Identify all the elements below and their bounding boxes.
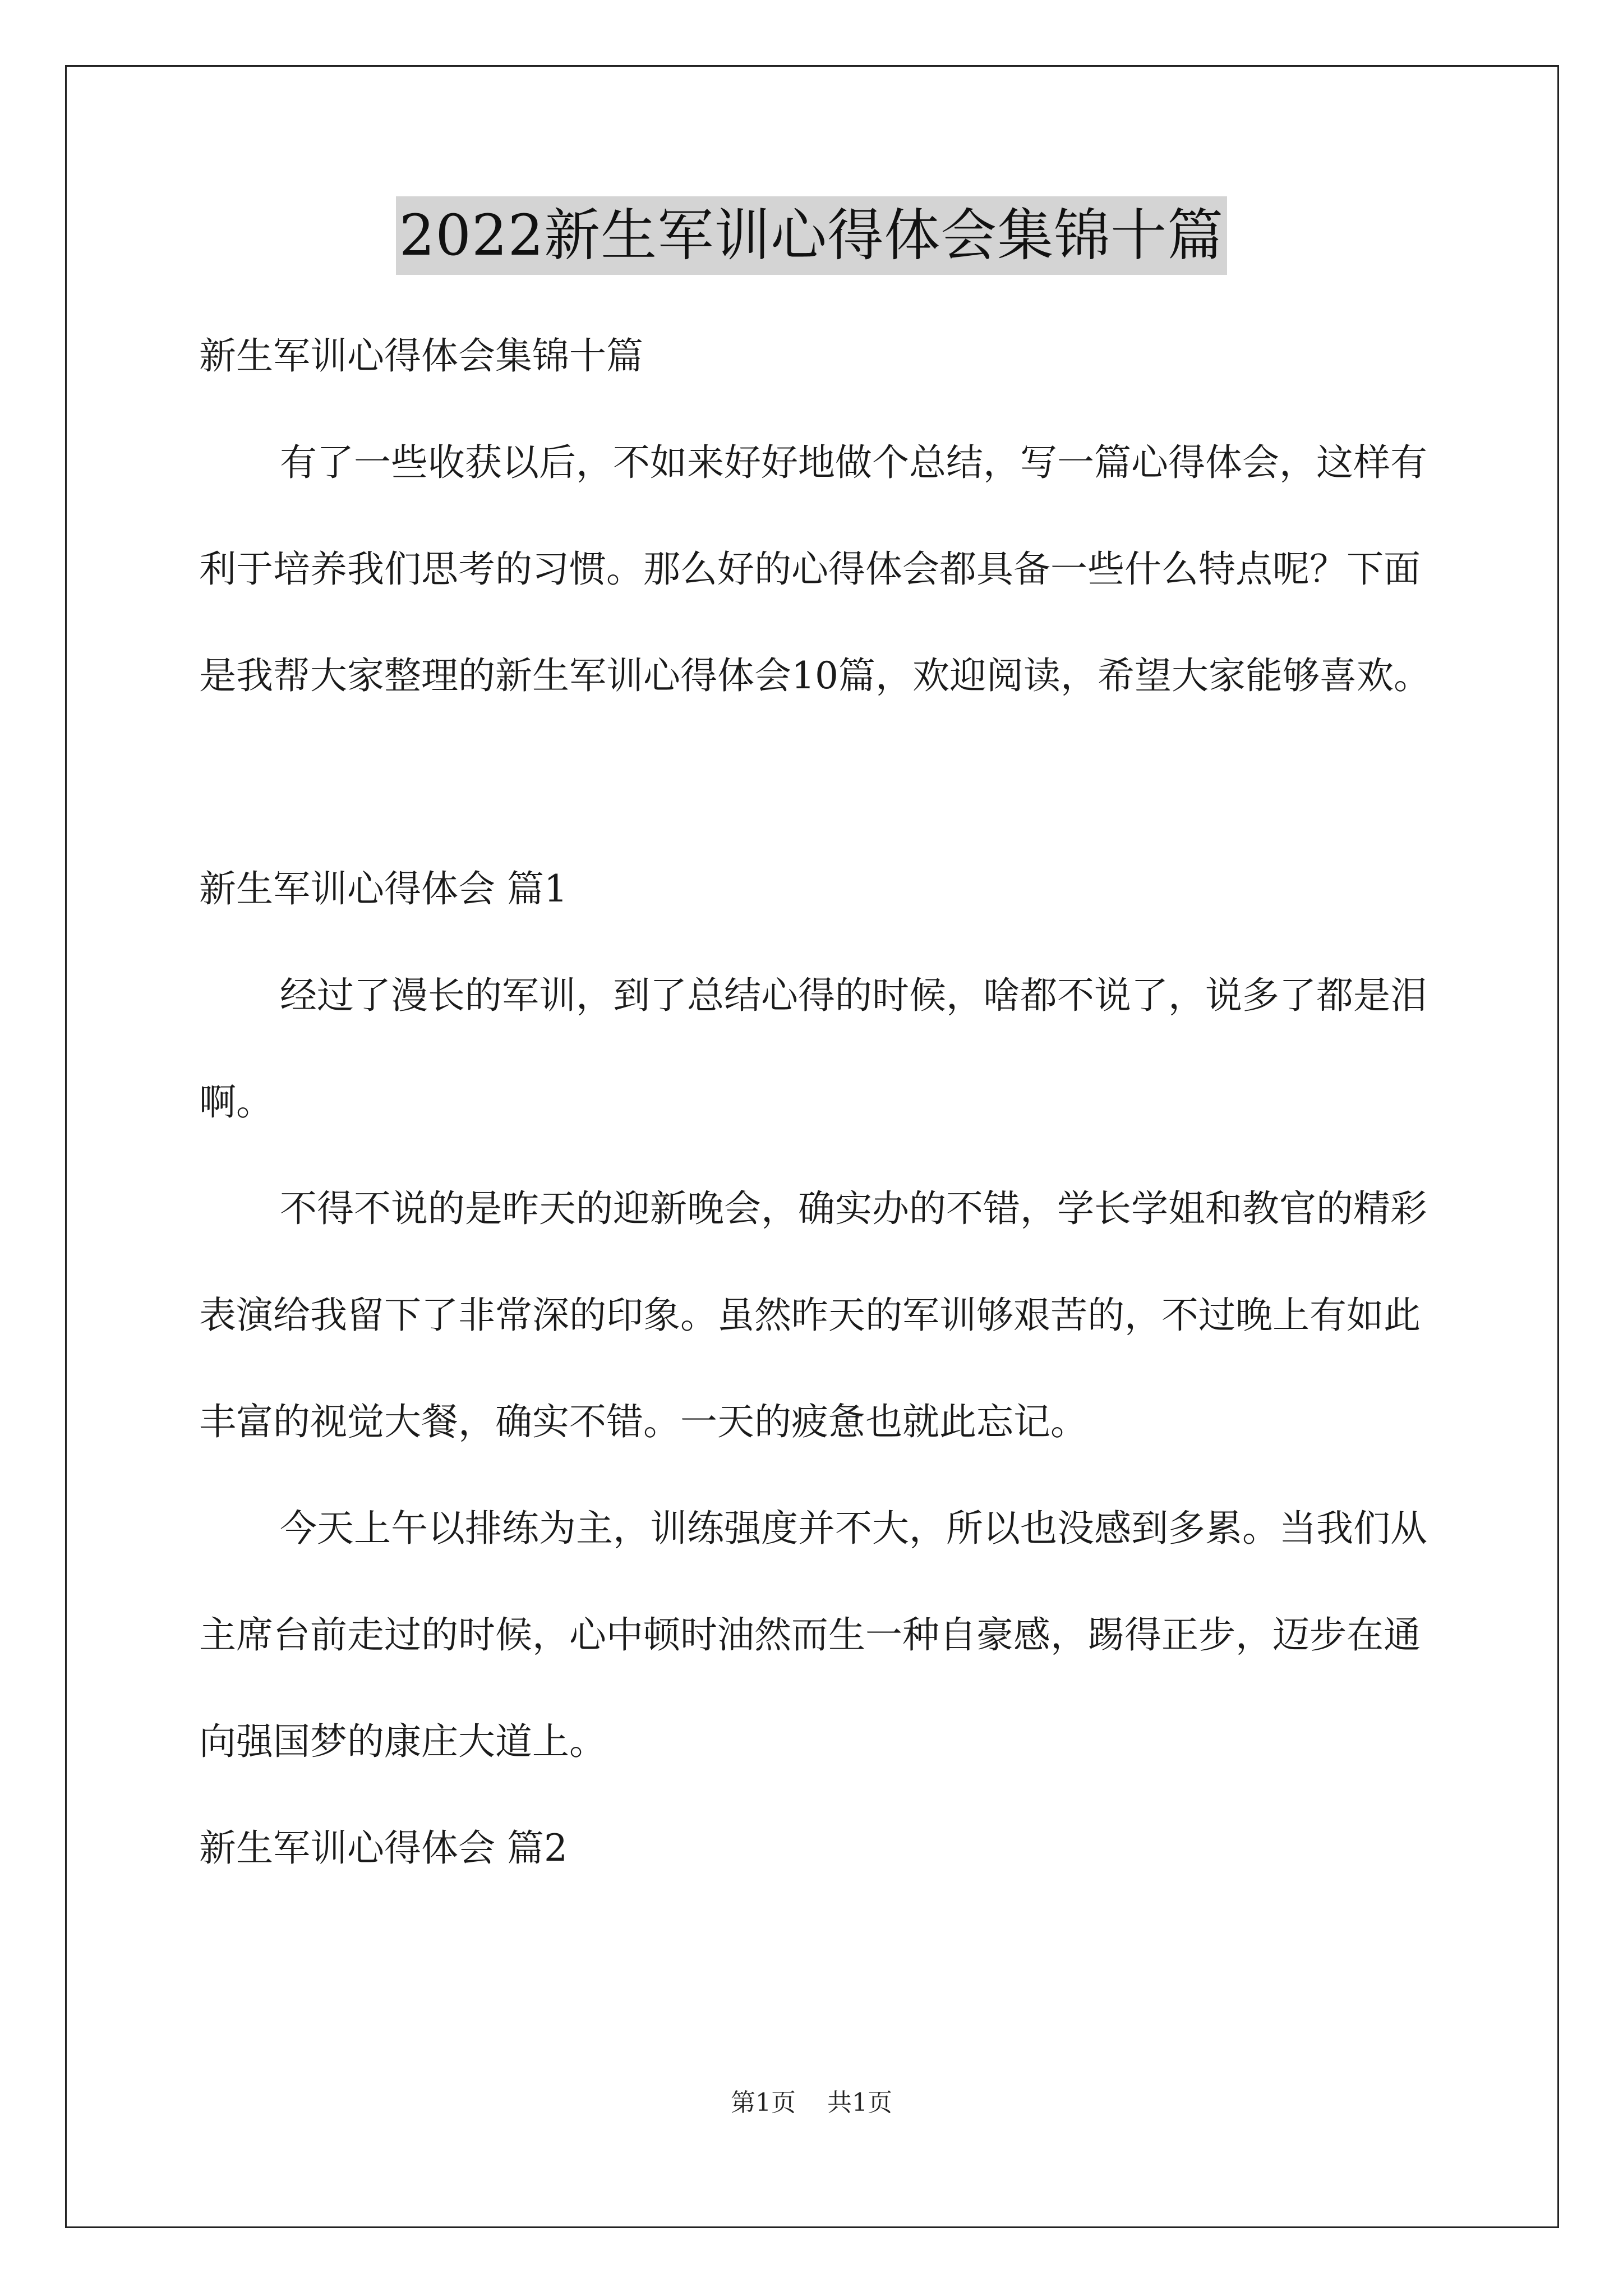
page-number-total: 共1页	[827, 2088, 892, 2117]
page-footer	[0, 2082, 1623, 2118]
title-container	[0, 196, 1623, 275]
page-number-current: 第1页	[731, 2088, 796, 2117]
section-1-paragraph-2: 不得不说的是昨天的迎新晚会，确实办的不错，学长学姐和教官的精彩表演给我留下了非常深的印象。虽然昨天的军训够艰苦的，不过晚上有如此丰富的视觉大餐，确实不错。一天的疲惫也就此忘记。	[199, 1187, 1427, 1443]
document-body	[199, 303, 1455, 1902]
section-heading-1: 新生军训心得体会 篇1	[199, 867, 568, 910]
section-1-paragraph-3: 今天上午以排练为主，训练强度并不大，所以也没感到多累。当我们从主席台前走过的时候，心中顿时油然而生一种自豪感，踢得正步，迈步在通向强国梦的康庄大道上。	[199, 1507, 1427, 1763]
intro-paragraph: 有了一些收获以后，不如来好好地做个总结，写一篇心得体会，这样有利于培养我们思考的习惯。那么好的心得体会都具备一些什么特点呢？下面是我帮大家整理的新生军训心得体会10篇，欢迎阅读，希望大家能够喜欢。	[199, 441, 1431, 697]
document-title: 2022新生军训心得体会集锦十篇	[396, 196, 1228, 275]
section-heading-2: 新生军训心得体会 篇2	[199, 1826, 568, 1870]
document-subtitle: 新生军训心得体会集锦十篇	[199, 334, 643, 378]
section-1-paragraph-1: 经过了漫长的军训，到了总结心得的时候，啥都不说了，说多了都是泪啊。	[199, 974, 1427, 1124]
section-spacer	[199, 729, 1455, 836]
